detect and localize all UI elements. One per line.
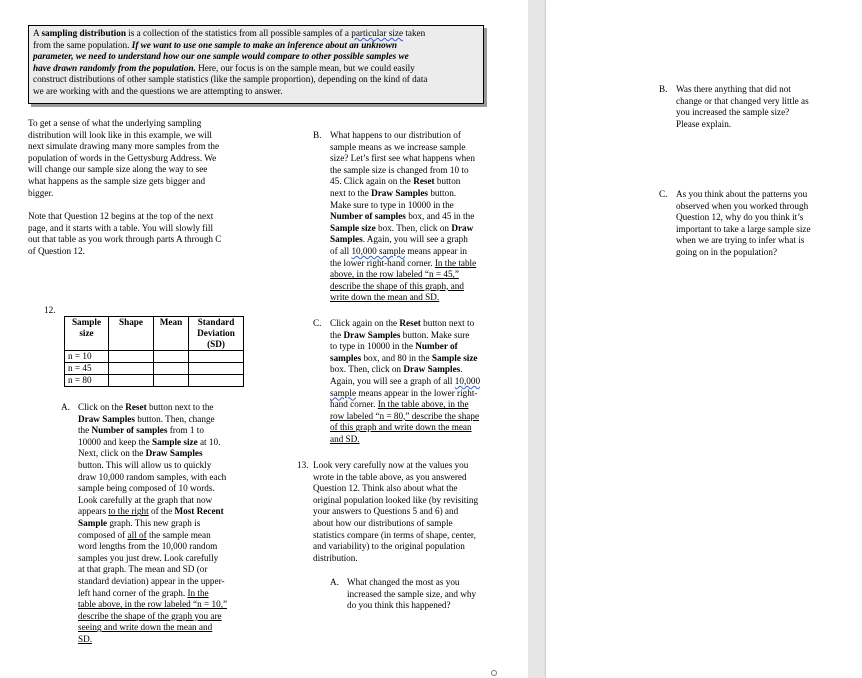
intro-line-3: parameter, we need to understand how our one sample would compare to other possible samples we: [33, 51, 409, 62]
text-line: will change our sample size along the way to see: [28, 164, 208, 175]
header-sample-size: Sample size: [65, 317, 109, 351]
left-intro-paragraph: [28, 118, 258, 199]
text-line: distribution will look like in this example, we will: [28, 129, 212, 140]
mean-cell[interactable]: [154, 375, 189, 387]
page2-part-c-text: As you think about the patterns you observed when you worked through Question 12, why do you think it’s important to take a large sample size when we are trying to infer what is going on in the population?: [676, 189, 811, 257]
text-line: population of words in the Gettysburg Address. We: [28, 152, 217, 163]
part-b-label: B.: [313, 130, 322, 140]
shape-cell[interactable]: [109, 363, 154, 375]
part-c-label: C.: [313, 318, 322, 328]
sd-cell[interactable]: [189, 351, 244, 363]
text-line: To get a sense of what the underlying sampling: [28, 118, 202, 128]
left-note-paragraph: [28, 211, 258, 257]
page2-part-b-label: B.: [659, 84, 668, 94]
part-b-text: What happens to our distribution of sample means as we increase sample size? Let’s first see what happens when the sample size is changed from 10 to 45. Click again on the Reset button next to the Draw Samples button. Make sure to type in 10000 in the Number of samples box, and 45 in the Sample size box. Then, click on Draw Samples. Again, you will see a graph of all 10,000 sample means appear in the lower right-hand corner. In the table above, in the row labeled “n = 45,” describe the shape of this graph, and write down the mean and SD.: [330, 130, 477, 303]
text-line: what happens as the sample size gets bigger and: [28, 175, 206, 186]
results-table: [64, 316, 244, 387]
intro-line-4: have drawn randomly from the population. Here, our focus is on the sample mean, but we could easily: [33, 62, 415, 73]
mean-cell[interactable]: [154, 351, 189, 363]
text-line: out that table as you work through parts A through C: [28, 234, 222, 245]
sd-cell[interactable]: [189, 363, 244, 375]
q13-part-a-label: A.: [330, 577, 339, 587]
text-line: next simulate drawing many more samples from the: [28, 141, 220, 152]
question-12-number: 12.: [44, 305, 56, 315]
question-13-text: Look very carefully now at the values you wrote in the table above, as you answered Question 12. Think also about what the original population looked like (by revisiting your answers to Questions 5 and 6) and about how our distributions of sample statistics compare (in terms of shape, center, and variability) to the original population distribution.: [313, 460, 479, 563]
table-row: [65, 375, 244, 387]
intro-line-6: we are working with and the questions we are attempting to answer.: [33, 85, 283, 96]
row-label: n = 45: [65, 363, 109, 375]
text-line: of Question 12.: [28, 245, 85, 256]
text-line: Note that Question 12 begins at the top of the next: [28, 211, 214, 221]
document-page-2: [546, 0, 862, 678]
text-line: page, and it starts with a table. You will slowly fill: [28, 222, 214, 233]
sd-cell[interactable]: [189, 375, 244, 387]
paragraph-mark-icon: [491, 670, 497, 676]
intro-line-5: construct distributions of other sample statistics (like the sample proportion), depending on the kind of data: [33, 74, 428, 85]
table-row: [65, 363, 244, 375]
header-sd: Standard Deviation (SD): [189, 317, 244, 351]
part-c-text: Click again on the Reset button next to the Draw Samples button. Make sure to type in 10000 in the Number of samples box, and 80 in the Sample size box. Then, click on Draw Samples. Again, you will see a graph of all 10,000 sample means appear in the lower right- hand corner. In the table above, in the row labeled “n = 80,” describe the shape of this graph and write down the mean and SD.: [330, 318, 481, 444]
shape-cell[interactable]: [109, 375, 154, 387]
intro-definition-box: [28, 25, 484, 104]
part-a-label: A.: [61, 402, 70, 412]
mean-cell[interactable]: [154, 363, 189, 375]
header-mean: Mean: [154, 317, 189, 351]
intro-line-1: A sampling distribution is a collection of the statistics from all possible samples of a particular size taken: [33, 28, 426, 38]
table-row: [65, 351, 244, 363]
intro-line-2: from the same population. If we want to use one sample to make an inference about an unknown: [33, 39, 397, 50]
shape-cell[interactable]: [109, 351, 154, 363]
page2-part-c-label: C.: [659, 189, 668, 199]
row-label: n = 80: [65, 375, 109, 387]
page-gap: [528, 0, 546, 678]
part-a-text: Click on the Reset button next to the Draw Samples button. Then, change the Number of samples from 1 to 10000 and keep the Sample size at 10. Next, click on the Draw Samples button. This will allow us to quickly draw 10,000 random samples, with each sample being composed of 10 words. Look carefully at the graph that now appears to the right of the Most Recent Sample graph. This new graph is composed of all of the sample mean word lengths from the 10,000 random samples you just drew. Look carefully at that graph. The mean and SD (or standard deviation) appear in the upper- left hand corner of the graph. In the table above, in the row labeled “n = 10,” describe the shape of the graph you are seeing and write down the mean and SD.: [78, 402, 228, 644]
text-line: bigger.: [28, 187, 54, 198]
header-shape: Shape: [109, 317, 154, 351]
page2-part-b-text: Was there anything that did not change or that changed very little as you increased the sample size? Please explain.: [676, 84, 809, 129]
row-label: n = 10: [65, 351, 109, 363]
question-13-number: 13.: [297, 460, 309, 470]
q13-part-a-text: What changed the most as you increased the sample size, and why do you think this happened?: [347, 577, 477, 611]
